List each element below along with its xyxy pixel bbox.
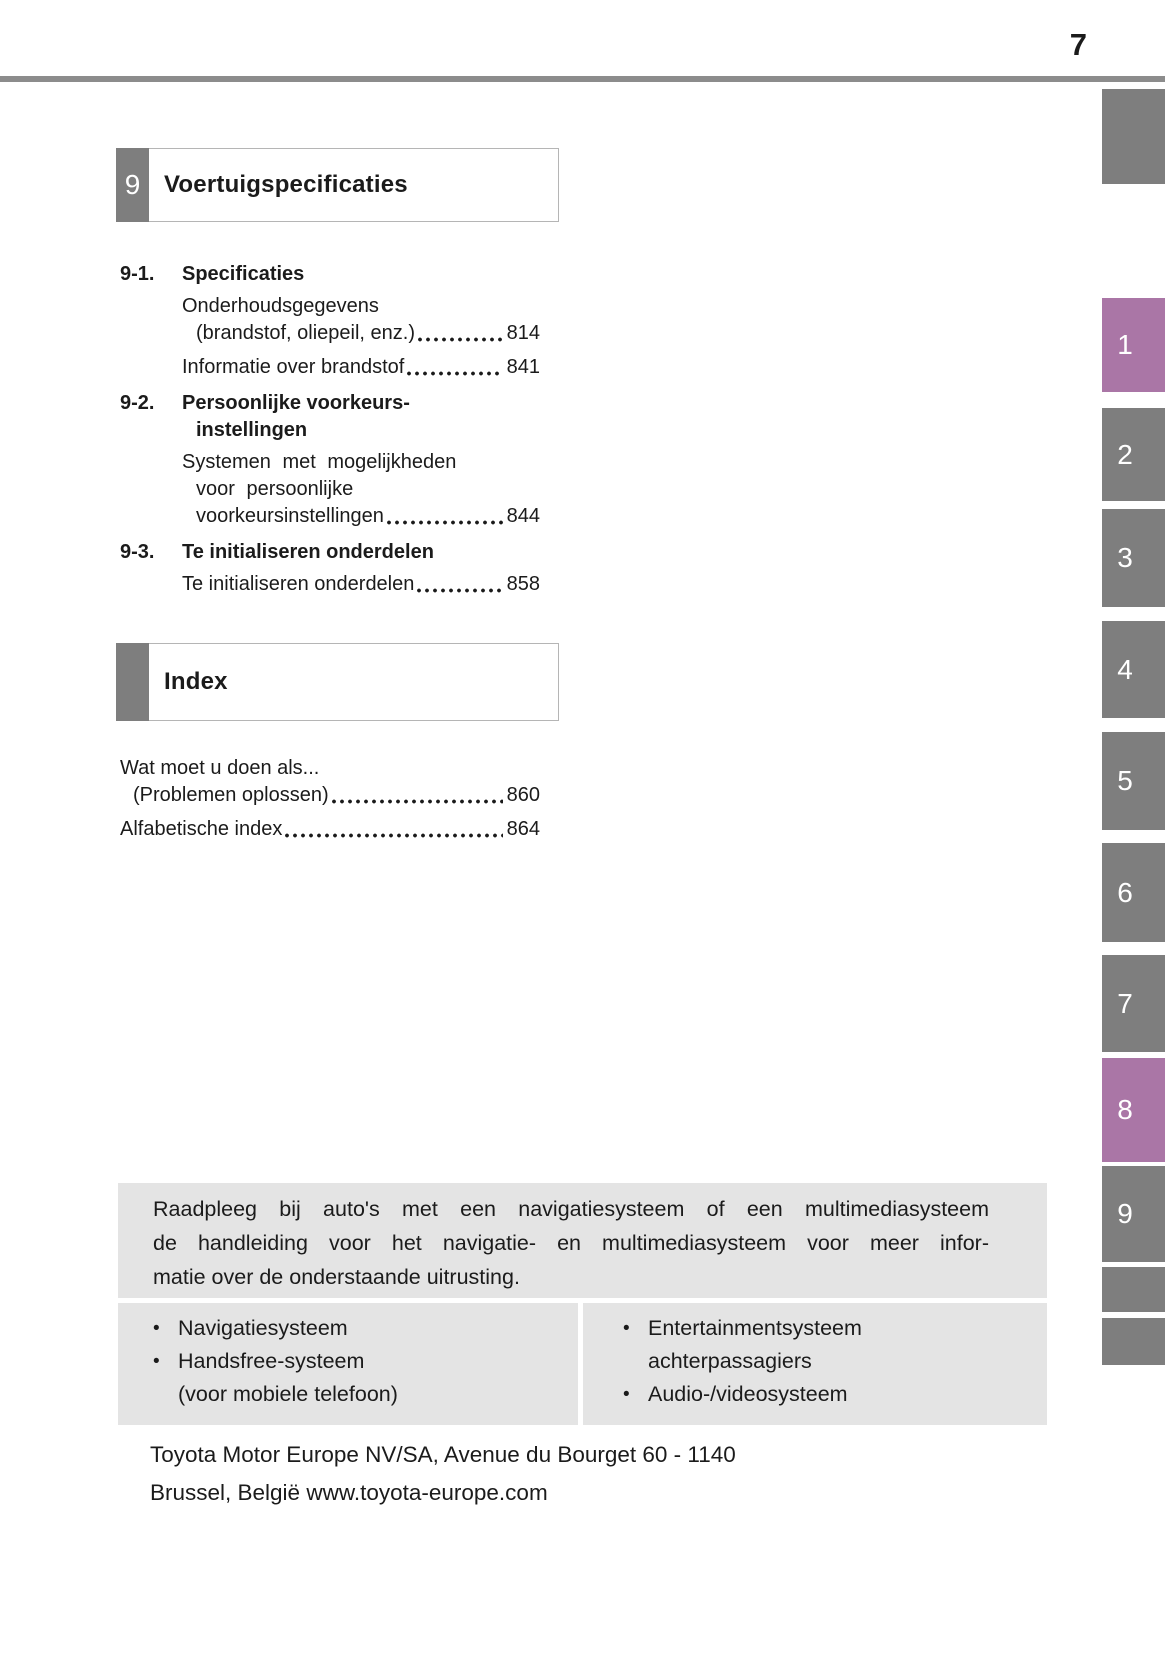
toc-page-number: 858 — [506, 573, 540, 595]
sidebar-tab-9[interactable] — [1102, 1166, 1165, 1262]
index-page-number: 860 — [506, 784, 540, 806]
toc-entry[interactable] — [182, 571, 540, 598]
toc-section-heading[interactable] — [120, 261, 540, 288]
toc-page-number: 841 — [506, 356, 540, 378]
chapter-number: 9 — [124, 169, 141, 200]
info-box-bullets-right — [583, 1303, 1047, 1425]
index-entry-label: Alfabetische index — [120, 818, 283, 840]
toc-section-9-2 — [120, 390, 540, 530]
toc-section-9-1 — [120, 261, 540, 381]
sidebar-tab-4[interactable] — [1102, 621, 1165, 718]
info-paragraph-line: matie over de onderstaande uitrusting. — [153, 1265, 520, 1289]
dot-leader — [418, 337, 503, 342]
chapter-number-tab — [116, 148, 149, 222]
sidebar-tab-blank-top[interactable] — [1102, 89, 1165, 184]
sidebar-tab-label: 2 — [1117, 438, 1133, 470]
toc-entry-label: Informatie over brandstof — [182, 356, 405, 378]
bullet-text: Audio-/videosysteem — [648, 1382, 848, 1406]
sidebar-tab-label: 9 — [1117, 1198, 1133, 1229]
bullet-item — [153, 1312, 578, 1345]
toc-entry-line: voor persoonlijke — [196, 478, 354, 500]
toc-page-number: 844 — [506, 505, 540, 527]
toc-entry-label: (brandstof, oliepeil, enz.) — [196, 322, 416, 344]
toc-entry-line — [182, 354, 540, 381]
sidebar-tab-3[interactable] — [1102, 509, 1165, 607]
publisher-line: Toyota Motor Europe NV/SA, Avenue du Bourget 60 - 1140 — [150, 1442, 736, 1467]
toc-entry-line: Onderhoudsgegevens — [182, 295, 379, 317]
toc-section-heading[interactable] — [120, 390, 540, 417]
bullet-item — [623, 1378, 1047, 1411]
index-entry-label: (Problemen oplossen) — [133, 784, 329, 806]
index-tab — [116, 643, 149, 721]
sidebar-tab-7[interactable] — [1102, 955, 1165, 1052]
index-entry-line: Wat moet u doen als... — [120, 757, 320, 779]
header-rule — [0, 76, 1165, 82]
toc-section-number: 9-3. — [120, 541, 155, 563]
dot-leader — [387, 520, 503, 525]
toc-section-number: 9-1. — [120, 263, 155, 285]
toc-section-9-3 — [120, 539, 540, 598]
chapter-title: Voertuigspecificaties — [164, 171, 408, 198]
index-title: Index — [164, 668, 228, 695]
sidebar-tab-1[interactable] — [1102, 298, 1165, 392]
chapter-header-box — [116, 148, 559, 222]
toc-section-number: 9-2. — [120, 392, 155, 414]
sidebar-tab-label: 6 — [1117, 876, 1133, 908]
sidebar-tab-6[interactable] — [1102, 843, 1165, 942]
sidebar-tab-label: 8 — [1117, 1094, 1133, 1125]
sidebar-tab-label: 4 — [1117, 653, 1133, 685]
sidebar-tab-5[interactable] — [1102, 732, 1165, 830]
bullet-item — [623, 1312, 1047, 1378]
index-entry-line — [133, 782, 540, 809]
toc-section-title: Persoonlijke voorkeurs- — [182, 392, 410, 414]
index-header-box — [116, 643, 559, 721]
bullet-text: Handsfree-systeem — [178, 1349, 365, 1373]
toc-entry-line: Systemen met mogelijkheden — [182, 451, 457, 473]
publisher-info — [150, 1436, 736, 1512]
toc-entry-line — [196, 320, 540, 347]
toc-section-heading[interactable] — [120, 539, 540, 566]
bullet-icon: • — [153, 1318, 160, 1339]
toc-entry-label: Te initialiseren onderdelen — [182, 573, 415, 595]
sidebar-tab-blank-bottom-1[interactable] — [1102, 1267, 1165, 1312]
toc-entry-label: voorkeursinstellingen — [196, 505, 384, 527]
bullet-icon: • — [623, 1318, 630, 1339]
index-entry[interactable] — [120, 816, 540, 843]
bullet-text: Entertainmentsysteem — [648, 1316, 862, 1340]
toc-entry[interactable] — [182, 449, 540, 530]
info-paragraph-line: de handleiding voor het navigatie- en multimediasysteem voor meer infor- — [153, 1231, 989, 1255]
index-entry-line — [120, 816, 540, 843]
bullet-text: achterpassagiers — [648, 1349, 812, 1373]
info-box-paragraph — [118, 1183, 1047, 1298]
publisher-line: Brussel, België www.toyota-europe.com — [150, 1480, 548, 1505]
table-of-contents — [120, 252, 540, 605]
toc-page-number: 814 — [506, 322, 540, 344]
sidebar-tab-label: 1 — [1117, 329, 1133, 360]
index-entry[interactable] — [120, 755, 540, 809]
index-entries — [120, 750, 540, 850]
sidebar-tab-blank-bottom-2[interactable] — [1102, 1318, 1165, 1365]
sidebar-tab-label: 7 — [1117, 987, 1133, 1019]
dot-leader — [407, 371, 502, 376]
dot-leader — [285, 833, 502, 838]
bullet-text: (voor mobiele telefoon) — [178, 1382, 398, 1406]
toc-entry-line — [182, 571, 540, 598]
toc-section-title-line2: instellingen — [196, 419, 308, 441]
toc-entry[interactable] — [182, 354, 540, 381]
sidebar-tab-label: 3 — [1117, 542, 1133, 573]
toc-entry[interactable] — [182, 293, 540, 347]
sidebar-tab-label: 5 — [1117, 765, 1133, 796]
page-number: 7 — [1069, 27, 1087, 62]
toc-section-title: Specificaties — [182, 263, 305, 285]
toc-section-title: Te initialiseren onderdelen — [182, 541, 434, 563]
bullet-text: Navigatiesysteem — [178, 1316, 348, 1340]
info-paragraph-line: Raadpleeg bij auto's met een navigatiesysteem of een multimediasysteem — [153, 1197, 989, 1221]
info-box-bullets-left — [118, 1303, 578, 1425]
dot-leader — [417, 588, 502, 593]
bullet-item — [153, 1345, 578, 1411]
bullet-icon: • — [153, 1351, 160, 1372]
sidebar-tab-2[interactable] — [1102, 408, 1165, 501]
bullet-icon: • — [623, 1384, 630, 1405]
toc-entry-line — [196, 503, 540, 530]
dot-leader — [332, 799, 503, 804]
sidebar-tab-8[interactable] — [1102, 1058, 1165, 1162]
index-page-number: 864 — [506, 818, 540, 840]
